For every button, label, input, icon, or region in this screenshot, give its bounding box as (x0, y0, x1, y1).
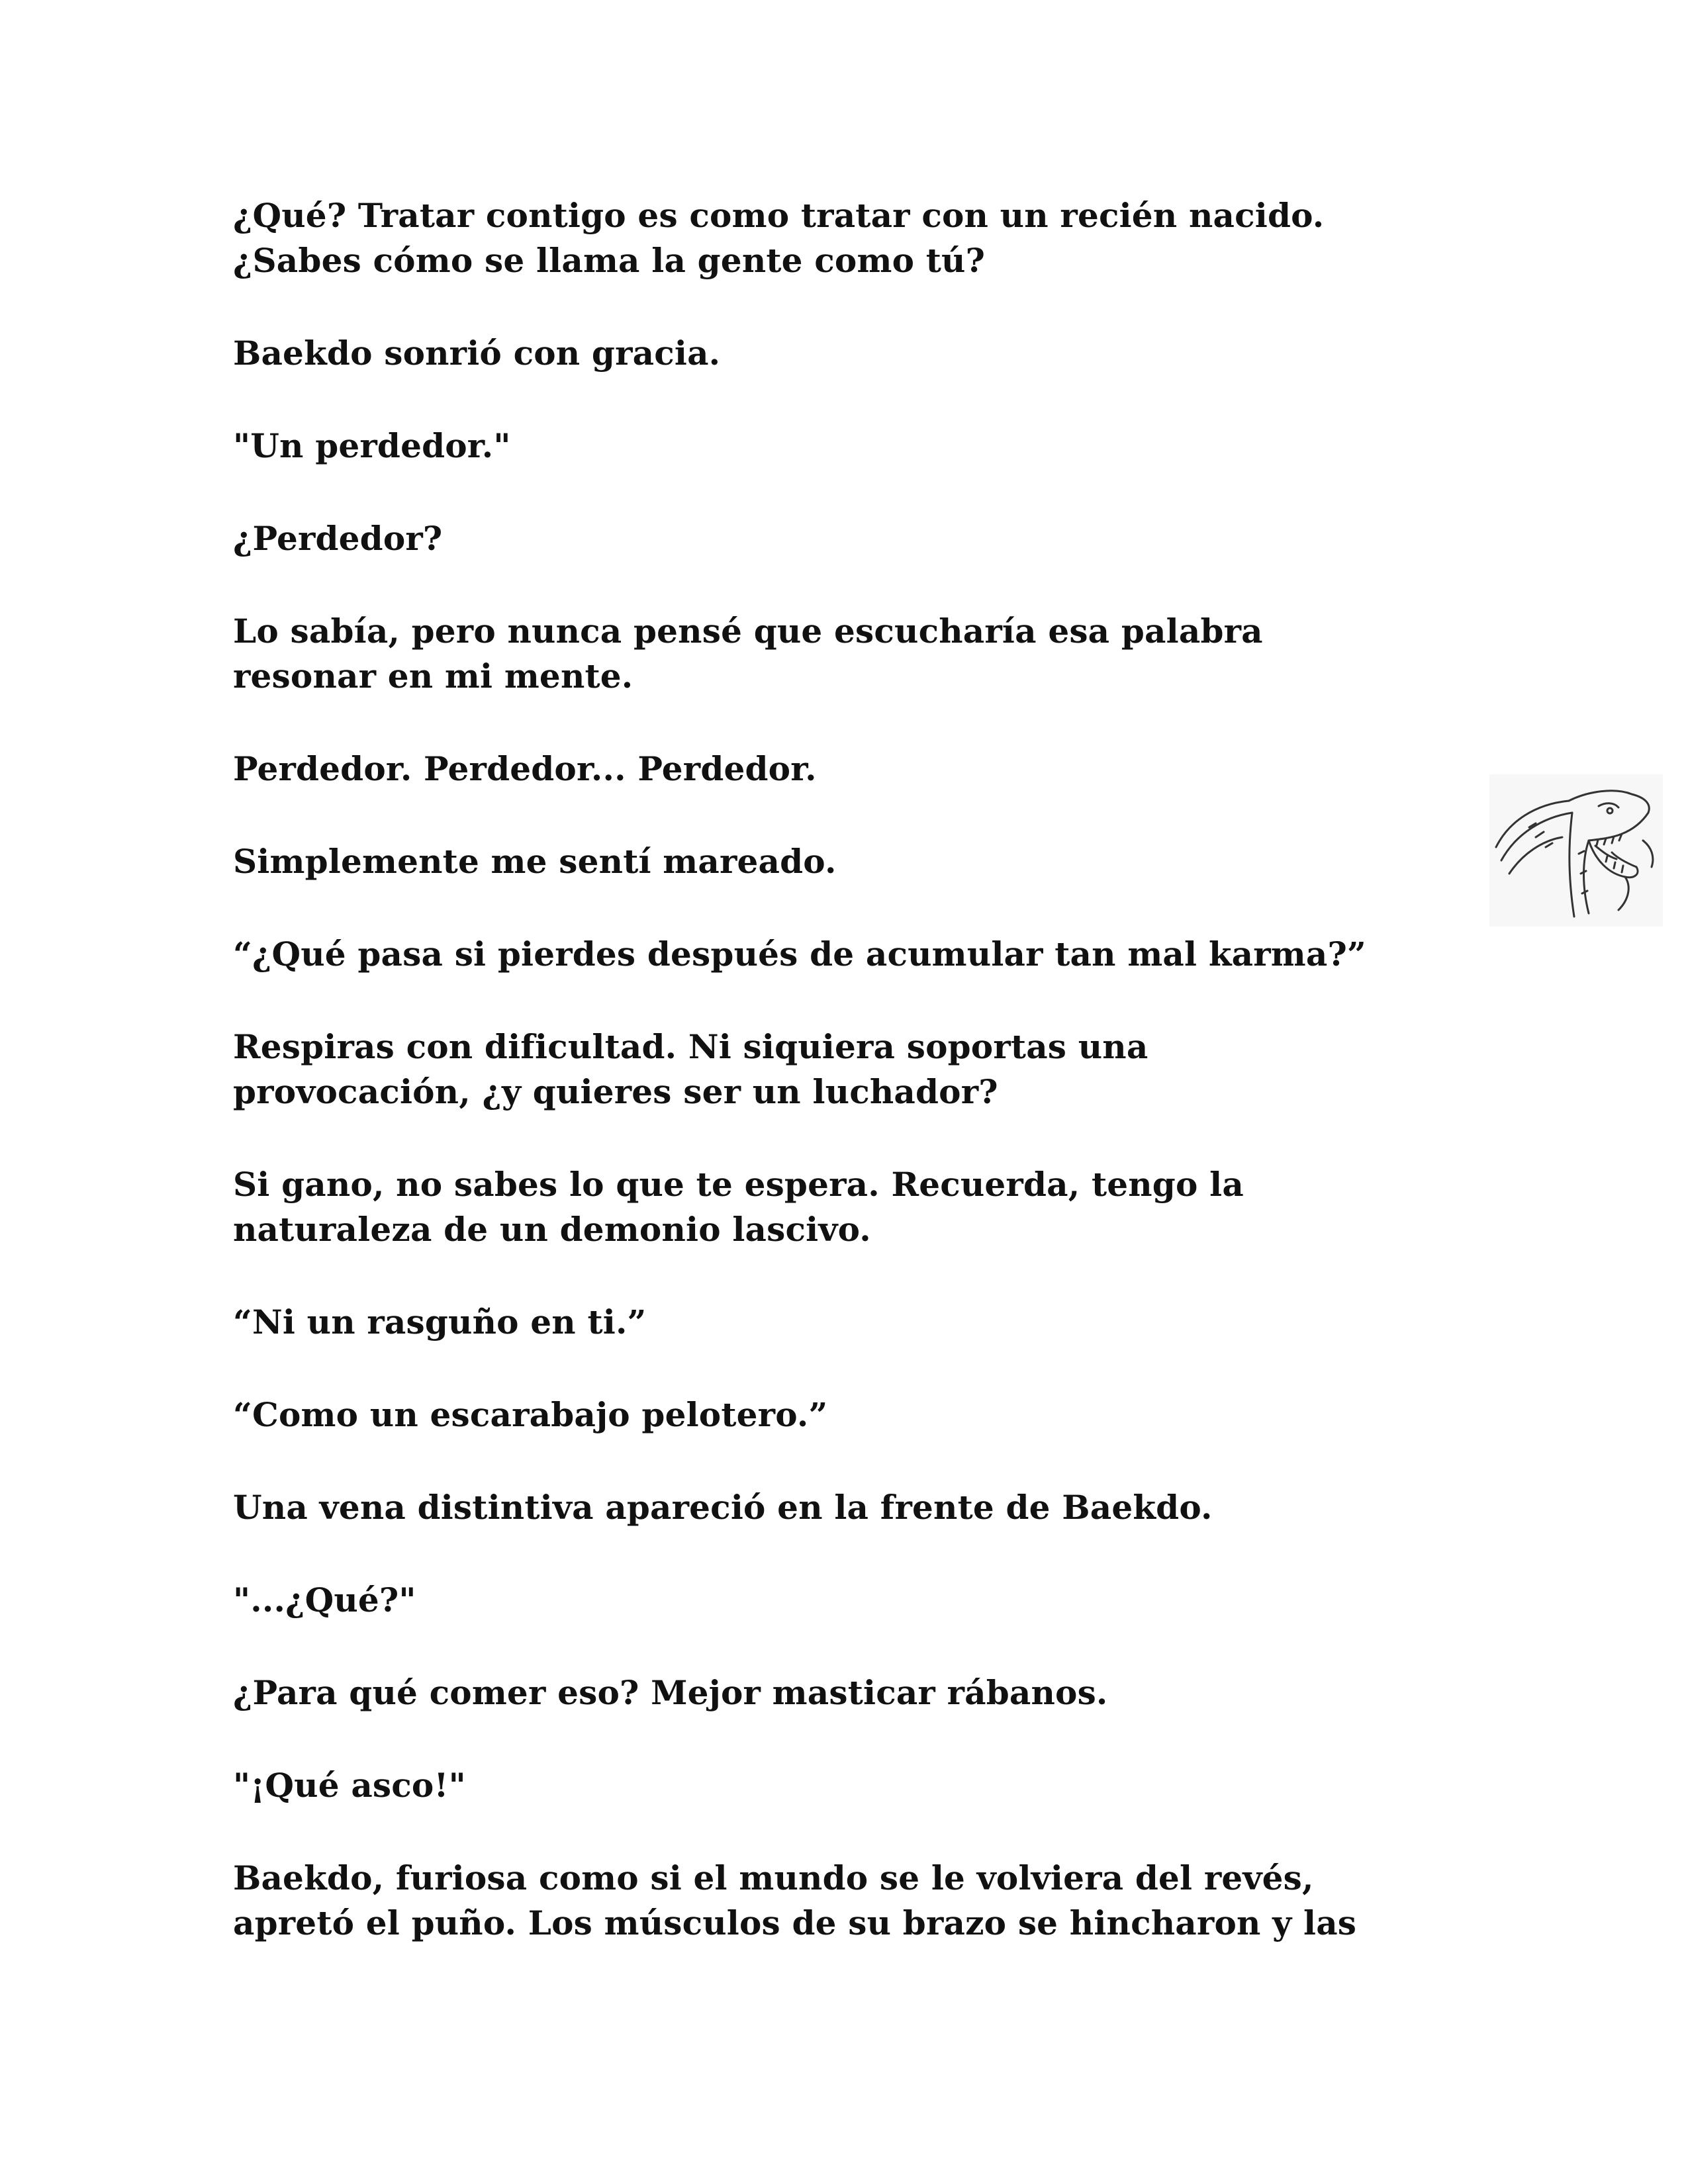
text-line: resonar en mi mente. (233, 657, 633, 696)
text-line: Baekdo sonrió con gracia. (233, 334, 721, 373)
paragraph-1 (233, 193, 1491, 283)
paragraph-10 (233, 1162, 1491, 1252)
paragraph-12 (233, 1392, 1491, 1437)
dinosaur-head-sketch-icon (1489, 774, 1663, 927)
paragraph-9 (233, 1024, 1491, 1115)
paragraph-16 (233, 1763, 1491, 1808)
paragraph-14 (233, 1578, 1491, 1623)
paragraph-7 (233, 839, 1491, 884)
text-line: Respiras con dificultad. Ni siquiera soportas una (233, 1027, 1149, 1066)
paragraph-6 (233, 747, 1491, 792)
paragraph-4 (233, 516, 1491, 561)
text-line: apretó el puño. Los músculos de su brazo se hincharon y las (233, 1903, 1357, 1942)
text-line: ¿Perdedor? (233, 519, 443, 558)
paragraph-17 (233, 1856, 1491, 1946)
text-line: Una vena distintiva apareció en la frente de Baekdo. (233, 1488, 1213, 1527)
text-line: Perdedor. Perdedor... Perdedor. (233, 749, 817, 788)
text-line: ¿Para qué comer eso? Mejor masticar rábanos. (233, 1673, 1108, 1712)
text-line: ¿Qué? Tratar contigo es como tratar con un recién nacido. (233, 196, 1325, 235)
text-line: “Ni un rasguño en ti.” (233, 1302, 647, 1342)
text-line: "Un perdedor." (233, 426, 511, 465)
text-line: Simplemente me sentí mareado. (233, 842, 837, 881)
text-line: "¡Qué asco!" (233, 1766, 466, 1805)
text-line: naturaleza de un demonio lascivo. (233, 1210, 871, 1249)
dinosaur-sketch-svg (1489, 774, 1663, 927)
text-line: “Como un escarabajo pelotero.” (233, 1395, 828, 1434)
text-line: “¿Qué pasa si pierdes después de acumular tan mal karma?” (233, 934, 1366, 974)
paragraph-3 (233, 424, 1491, 469)
text-line: Lo sabía, pero nunca pensé que escucharía esa palabra (233, 612, 1263, 651)
text-line: Baekdo, furiosa como si el mundo se le volviera del revés, (233, 1858, 1314, 1897)
paragraph-8 (233, 932, 1491, 977)
text-line: provocación, ¿y quieres ser un luchador? (233, 1072, 998, 1111)
text-line: "...¿Qué?" (233, 1580, 416, 1619)
text-line: Si gano, no sabes lo que te espera. Recuerda, tengo la (233, 1165, 1244, 1204)
story-text (233, 193, 1491, 1993)
paragraph-11 (233, 1300, 1491, 1345)
paragraph-5 (233, 609, 1491, 699)
paragraph-2 (233, 331, 1491, 376)
paragraph-15 (233, 1670, 1491, 1715)
text-line: ¿Sabes cómo se llama la gente como tú? (233, 241, 986, 280)
paragraph-13 (233, 1485, 1491, 1530)
